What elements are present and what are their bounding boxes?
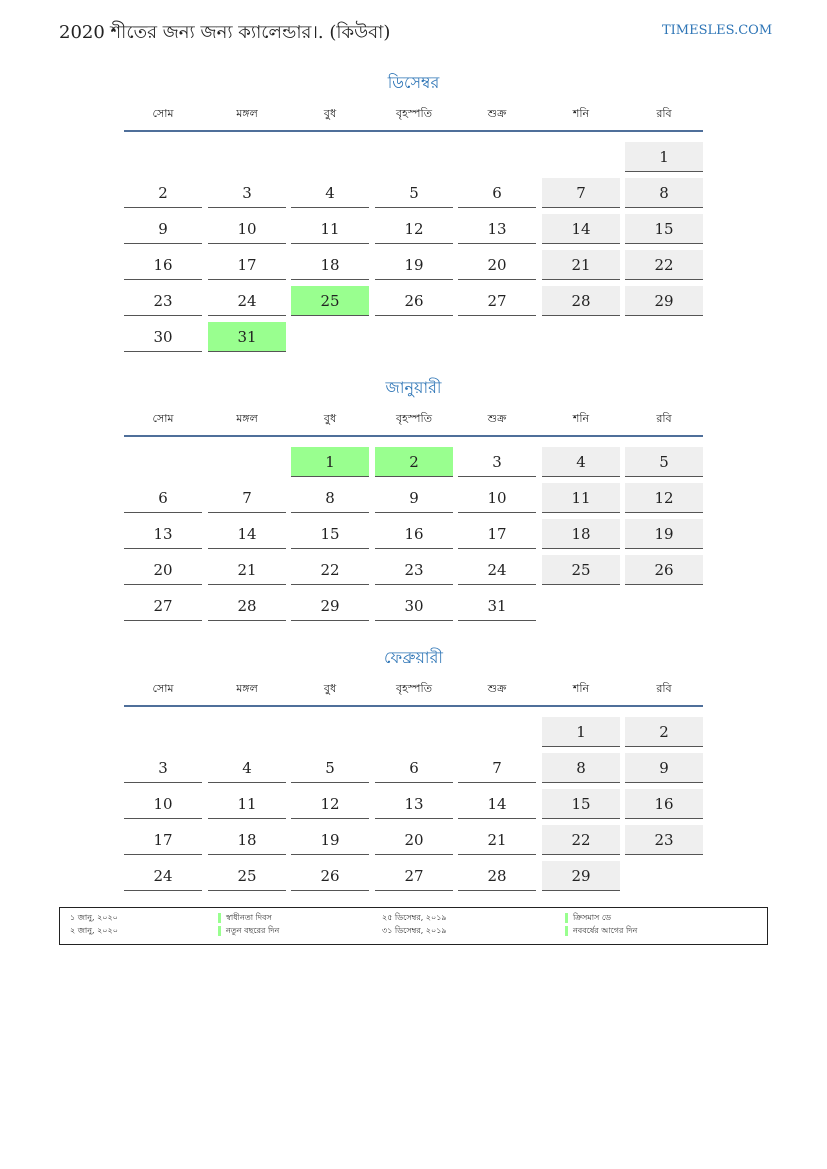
day-cell: 31 [458,591,536,621]
day-cell: 10 [124,789,202,819]
day-cell: 11 [542,483,620,513]
day-cell: 7 [208,483,286,513]
day-cell: 1 [291,447,369,477]
day-cell: 10 [208,214,286,244]
day-cell: 21 [542,250,620,280]
day-cell: 10 [458,483,536,513]
day-cell: 19 [625,519,703,549]
day-cell: 24 [458,555,536,585]
day-cell: 20 [458,250,536,280]
day-cell: 16 [625,789,703,819]
day-cell: 4 [542,447,620,477]
weekday-header: রবি [656,107,672,120]
weekday-header: শুক্র [487,412,507,425]
day-cell: 12 [291,789,369,819]
site-link[interactable]: TIMESLES.COM [662,23,773,38]
legend-holiday-name: ক্রিসমাস ডে [565,913,611,923]
weekday-header: বুধ [323,682,337,695]
day-cell: 3 [458,447,536,477]
day-cell: 23 [625,825,703,855]
day-cell: 27 [458,286,536,316]
day-cell: 13 [375,789,453,819]
header-rule [124,435,703,437]
legend-holiday-name: নতুন বছরের দিন [218,926,279,936]
day-cell: 5 [291,753,369,783]
day-cell: 23 [375,555,453,585]
day-cell: 14 [542,214,620,244]
day-cell: 8 [625,178,703,208]
day-cell: 18 [208,825,286,855]
day-cell: 26 [625,555,703,585]
weekday-header: রবি [656,682,672,695]
weekday-header: মঙ্গল [236,682,258,695]
day-cell: 8 [291,483,369,513]
month-title: ফেব্রুয়ারী [384,648,443,667]
day-cell: 28 [542,286,620,316]
day-cell: 26 [375,286,453,316]
day-cell: 8 [542,753,620,783]
day-cell: 18 [291,250,369,280]
day-cell: 11 [291,214,369,244]
weekday-header: বুধ [323,412,337,425]
weekday-header: রবি [656,412,672,425]
day-cell: 14 [208,519,286,549]
day-cell: 25 [542,555,620,585]
day-cell: 16 [375,519,453,549]
day-cell: 15 [542,789,620,819]
month-title: জানুয়ারী [385,378,442,397]
day-cell: 30 [375,591,453,621]
legend-holiday-name: নববর্ষের আগের দিন [565,926,637,936]
day-cell: 9 [124,214,202,244]
day-cell: 2 [375,447,453,477]
weekday-header: সোম [152,682,174,695]
weekday-header: সোম [152,412,174,425]
day-cell: 18 [542,519,620,549]
day-cell: 1 [625,142,703,172]
day-cell: 3 [124,753,202,783]
day-cell: 29 [542,861,620,891]
day-cell: 13 [124,519,202,549]
day-cell: 7 [458,753,536,783]
day-cell: 9 [625,753,703,783]
weekday-header: শনি [572,412,590,425]
weekday-header: শনি [572,107,590,120]
day-cell: 24 [124,861,202,891]
day-cell: 13 [458,214,536,244]
weekday-header: বৃহস্পতি [396,107,432,120]
day-cell: 17 [458,519,536,549]
day-cell: 22 [291,555,369,585]
legend-date: ২৫ ডিসেম্বর, ২০১৯ [382,913,447,922]
day-cell: 20 [375,825,453,855]
weekday-header: মঙ্গল [236,107,258,120]
day-cell: 5 [375,178,453,208]
legend-date: ২ জানু, ২০২০ [70,926,118,935]
page-title: 2020 শীতের জন্য জন্য ক্যালেন্ডার।. (কিউবা) [59,22,391,43]
day-cell: 21 [208,555,286,585]
weekday-header: সোম [152,107,174,120]
day-cell: 9 [375,483,453,513]
day-cell: 27 [124,591,202,621]
day-cell: 4 [291,178,369,208]
day-cell: 27 [375,861,453,891]
day-cell: 15 [625,214,703,244]
weekday-header: বৃহস্পতি [396,682,432,695]
legend-date: ৩১ ডিসেম্বর, ২০১৯ [382,926,447,935]
day-cell: 17 [124,825,202,855]
day-cell: 16 [124,250,202,280]
header-rule [124,130,703,132]
day-cell: 20 [124,555,202,585]
day-cell: 28 [208,591,286,621]
day-cell: 24 [208,286,286,316]
day-cell: 30 [124,322,202,352]
day-cell: 4 [208,753,286,783]
day-cell: 19 [375,250,453,280]
weekday-header: শুক্র [487,107,507,120]
day-cell: 6 [458,178,536,208]
day-cell: 17 [208,250,286,280]
day-cell: 19 [291,825,369,855]
weekday-header: শনি [572,682,590,695]
legend-date: ১ জানু, ২০২০ [70,913,118,922]
day-cell: 5 [625,447,703,477]
day-cell: 21 [458,825,536,855]
day-cell: 15 [291,519,369,549]
header-rule [124,705,703,707]
holiday-legend [59,907,768,945]
weekday-header: বৃহস্পতি [396,412,432,425]
day-cell: 2 [625,717,703,747]
day-cell: 12 [375,214,453,244]
day-cell: 7 [542,178,620,208]
day-cell: 6 [124,483,202,513]
day-cell: 1 [542,717,620,747]
weekday-header: মঙ্গল [236,412,258,425]
month-title: ডিসেম্বর [387,73,440,92]
weekday-header: শুক্র [487,682,507,695]
day-cell: 3 [208,178,286,208]
legend-holiday-name: স্বাধীনতা দিবস [218,913,272,923]
day-cell: 31 [208,322,286,352]
day-cell: 22 [542,825,620,855]
day-cell: 11 [208,789,286,819]
day-cell: 23 [124,286,202,316]
day-cell: 14 [458,789,536,819]
day-cell: 29 [291,591,369,621]
weekday-header: বুধ [323,107,337,120]
day-cell: 12 [625,483,703,513]
day-cell: 22 [625,250,703,280]
day-cell: 2 [124,178,202,208]
day-cell: 6 [375,753,453,783]
day-cell: 26 [291,861,369,891]
day-cell: 25 [291,286,369,316]
day-cell: 25 [208,861,286,891]
day-cell: 29 [625,286,703,316]
day-cell: 28 [458,861,536,891]
